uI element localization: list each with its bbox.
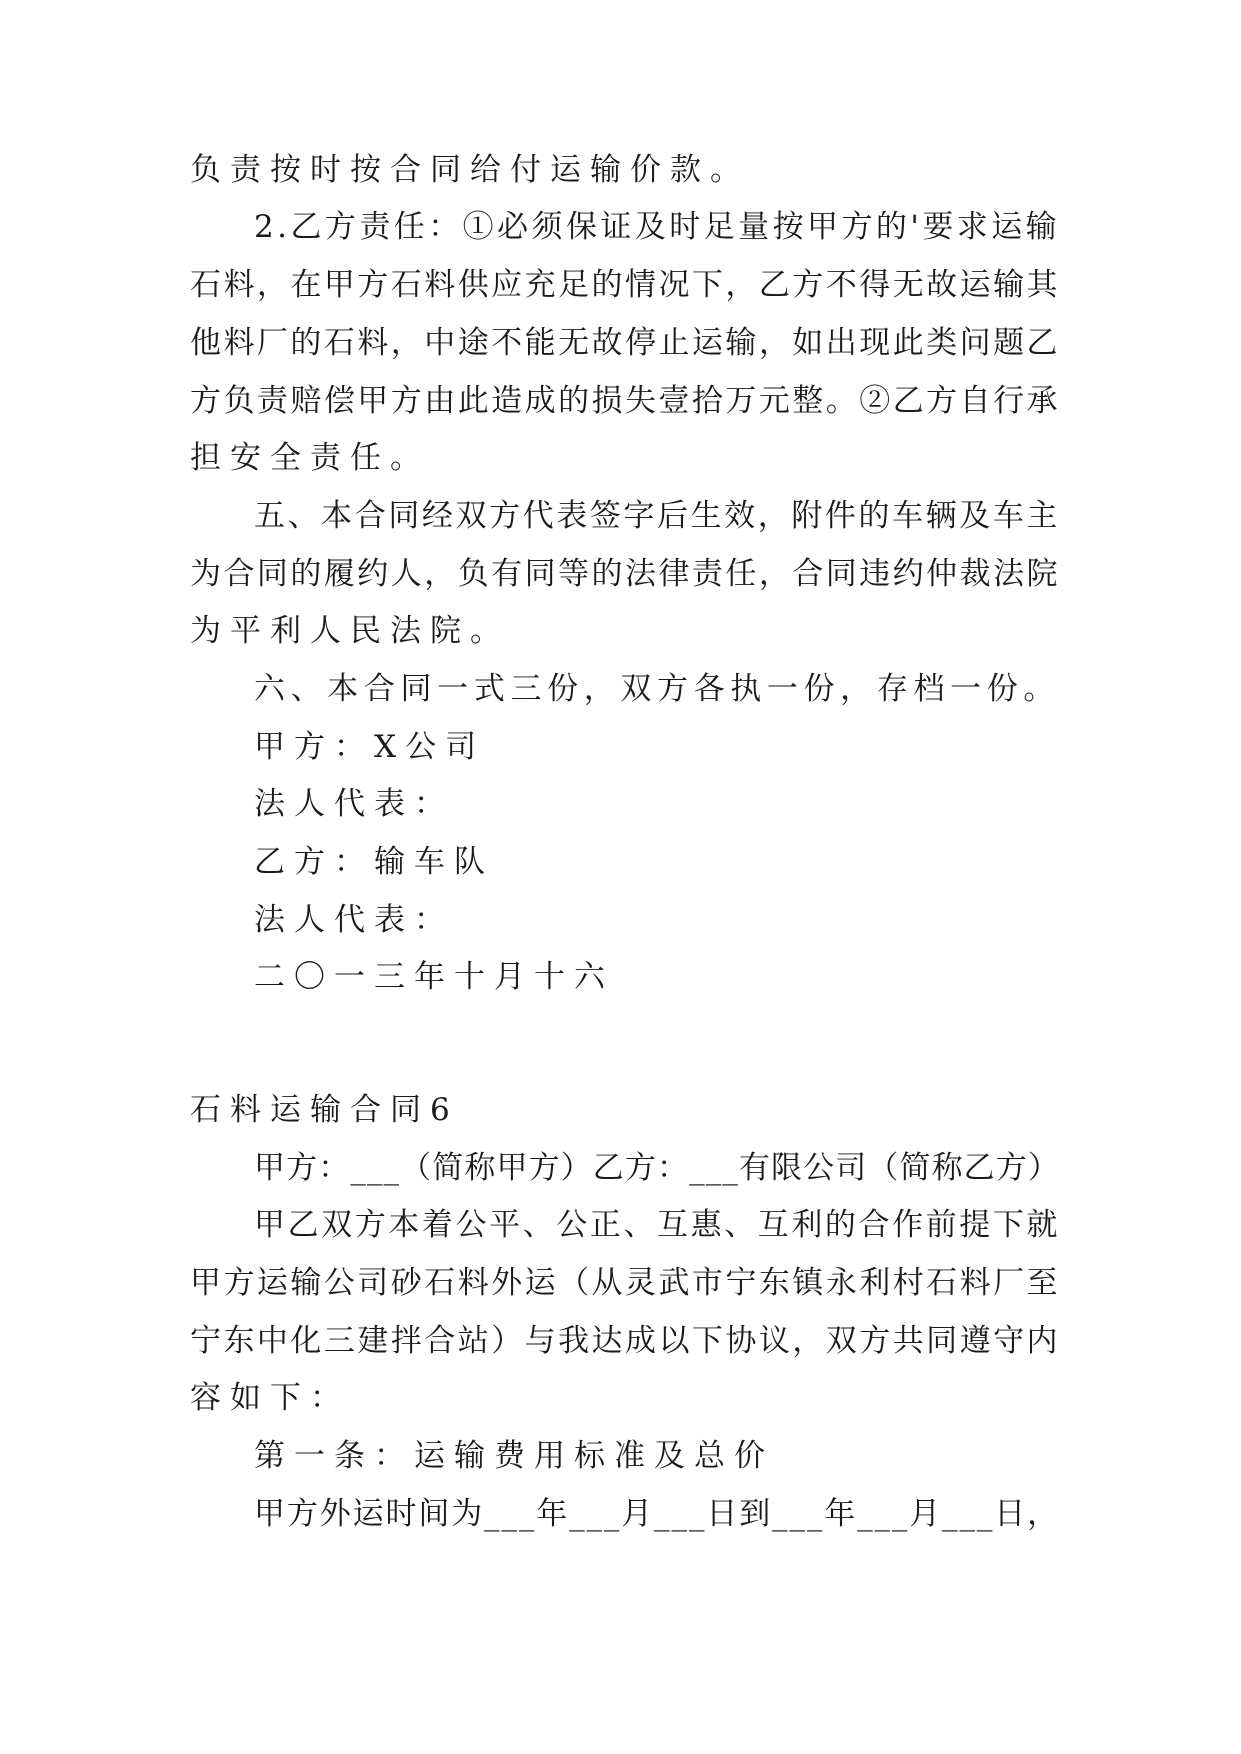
- text-line: 宁东中化三建拌合站）与我达成以下协议，双方共同遵守内: [190, 1323, 1060, 1359]
- text-line: 甲方运输公司砂石料外运（从灵武市宁东镇永利村石料厂至: [190, 1265, 1060, 1301]
- text-line: 甲方：X公司: [254, 729, 486, 765]
- text-line: 乙方：输车队: [254, 844, 494, 880]
- text-line: 法人代表：: [254, 902, 454, 938]
- text-line: 容如下：: [190, 1380, 350, 1416]
- text-line: 为合同的履约人，负有同等的法律责任，合同违约仲裁法院: [190, 556, 1060, 592]
- text-line: 甲乙双方本着公平、公正、互惠、互利的合作前提下就: [254, 1207, 1060, 1243]
- text-line: 负责按时按合同给付运输价款。: [190, 152, 750, 188]
- text-line: 担安全责任。: [190, 440, 430, 476]
- text-line: 法人代表：: [254, 786, 454, 822]
- text-line: 2.乙方责任：①必须保证及时足量按甲方的'要求运输: [254, 209, 1061, 245]
- text-line: 他料厂的石料，中途不能无故停止运输，如出现此类问题乙: [190, 325, 1060, 361]
- section-title: 石料运输合同6: [190, 1092, 459, 1128]
- text-line: 甲方外运时间为___年___月___日到___年___月___日，: [254, 1496, 1060, 1532]
- text-line: 为平利人民法院。: [190, 613, 510, 649]
- text-line: 甲方：___（简称甲方）乙方：___有限公司（简称乙方）: [254, 1150, 1060, 1186]
- text-line: 五、本合同经双方代表签字后生效，附件的车辆及车主: [254, 498, 1060, 534]
- text-line: 二〇一三年十月十六: [254, 959, 614, 995]
- text-line: 六、本合同一式三份，双方各执一份，存档一份。: [254, 671, 1060, 707]
- text-line: 第一条：运输费用标准及总价: [254, 1438, 774, 1474]
- text-line: 石料，在甲方石料供应充足的情况下，乙方不得无故运输其: [190, 267, 1060, 303]
- text-line: 方负责赔偿甲方由此造成的损失壹拾万元整。②乙方自行承: [190, 383, 1060, 419]
